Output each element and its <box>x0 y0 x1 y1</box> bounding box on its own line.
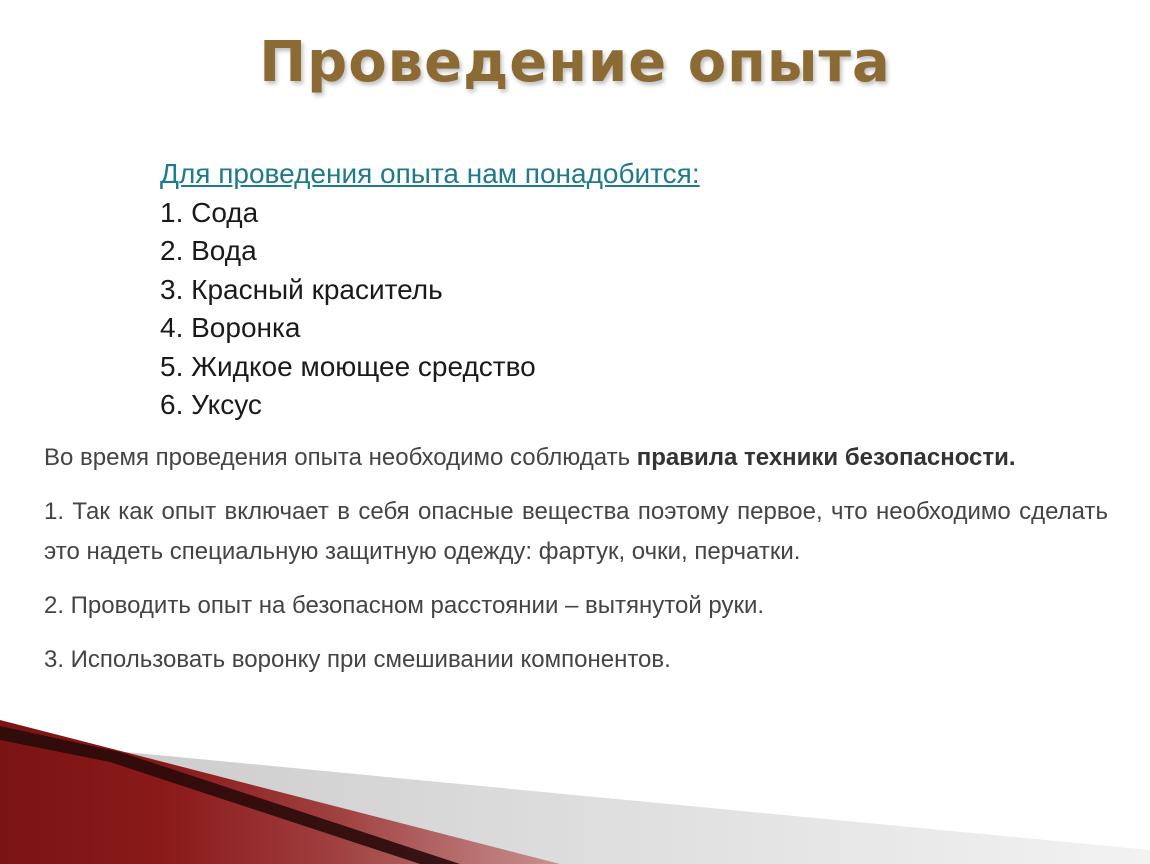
decorative-swoosh <box>0 700 1150 864</box>
safety-rule-2: 2. Проводить опыт на безопасном расстоянии – вытянутой руки. <box>44 592 765 619</box>
safety-block <box>44 438 1108 694</box>
materials-item-4: 4. Воронка <box>160 312 301 343</box>
safety-rule-1: 1. Так как опыт включает в себя опасные вещества поэтому первое, что необходимо сделать это надеть специальную защитную одежду: фартук, очки, перчатки. <box>44 498 1108 565</box>
safety-intro-bold: правила техники безопасности. <box>636 444 1016 471</box>
materials-block <box>160 155 700 425</box>
safety-intro-text: Во время проведения опыта необходимо соблюдать <box>44 444 637 471</box>
materials-item-3: 3. Красный краситель <box>160 273 443 305</box>
materials-item-5: 5. Жидкое моющее средство <box>160 350 536 382</box>
materials-heading: Для проведения опыта нам понадобится: <box>160 158 700 189</box>
safety-rule-3: 3. Использовать воронку при смешивании компонентов. <box>44 646 671 673</box>
materials-item-2: 2. Вода <box>160 235 257 266</box>
materials-item-1: 1. Сода <box>160 196 259 228</box>
slide-title: Проведение опыта <box>259 30 891 95</box>
materials-item-6: 6. Уксус <box>160 389 262 420</box>
safety-intro <box>44 438 1108 478</box>
materials-list <box>160 194 700 425</box>
